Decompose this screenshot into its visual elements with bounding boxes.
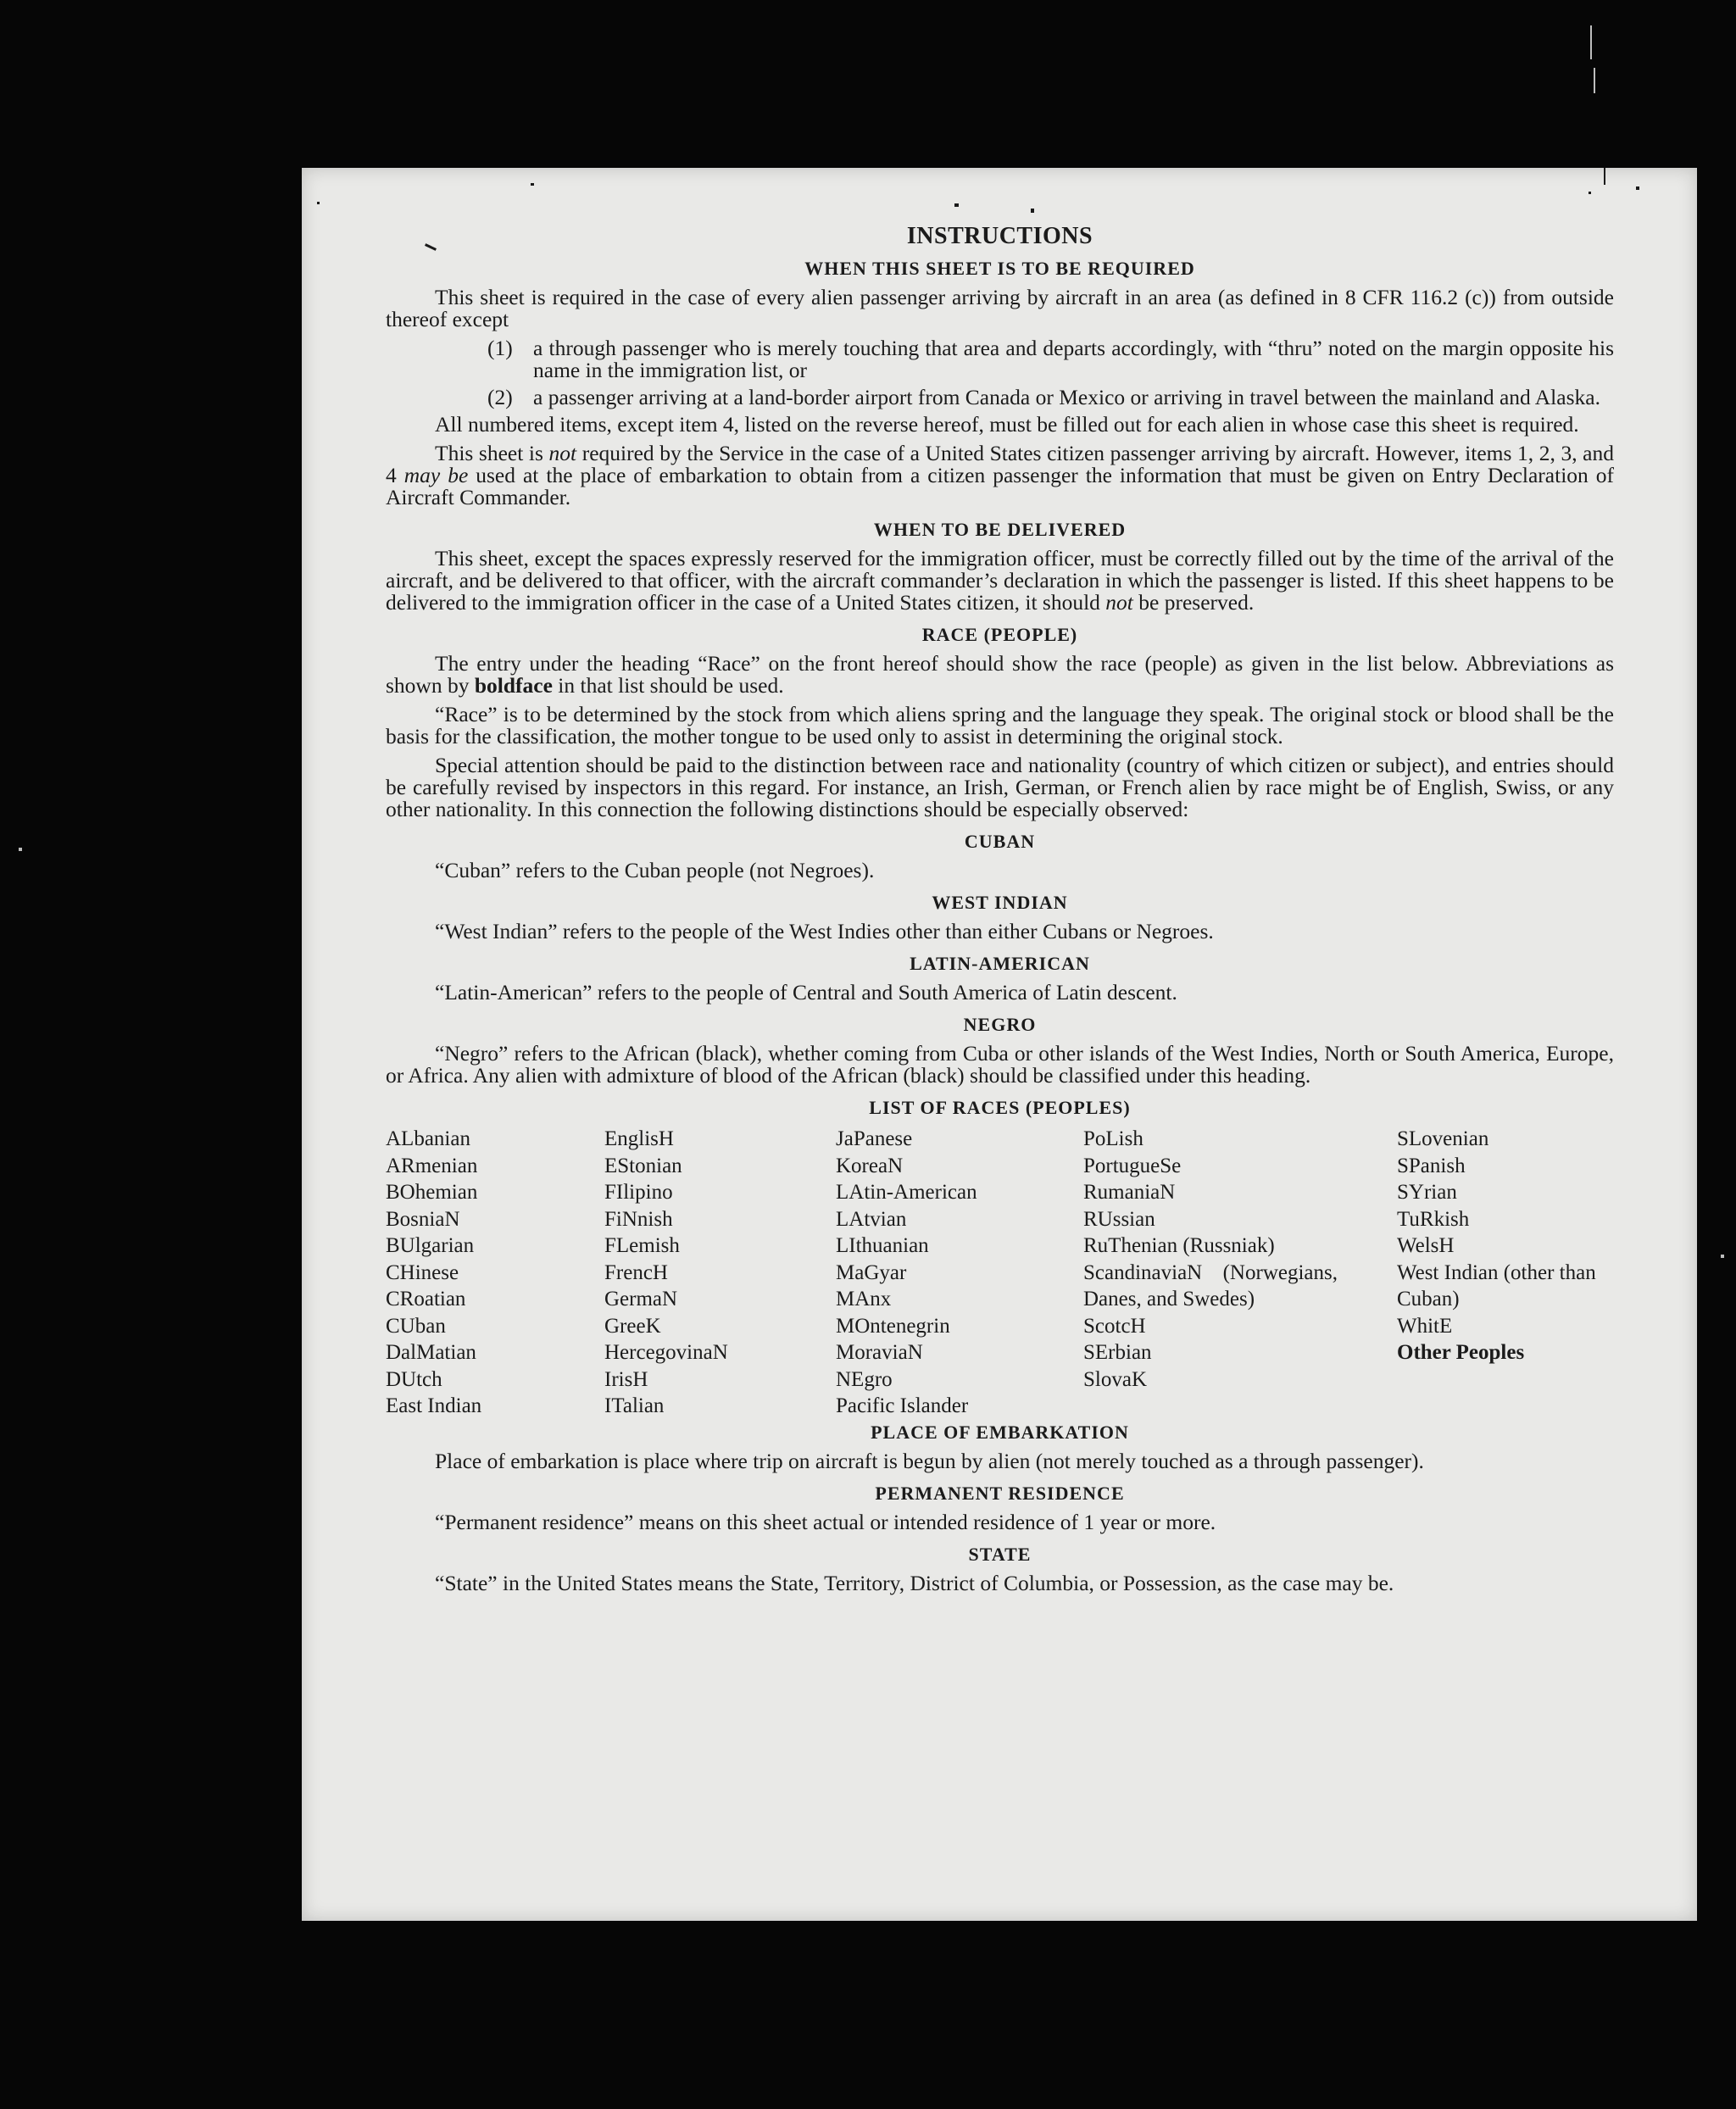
exception-text: a through passenger who is merely touching that area and departs accordingly, with “thru” noted on the margin opposite his name in the immigration list, or (533, 336, 1614, 382)
paper-speck (531, 183, 534, 186)
race-entry: FIlipino (604, 1181, 673, 1204)
text-run: The entry under the heading “Race” on the front hereof should show the race (people) as given in the list below. Abbreviations as shown by (386, 651, 1614, 698)
scan-artifact-dot (19, 848, 22, 851)
race-entry: LAtvian (836, 1207, 907, 1231)
race-entry: SPanish (1397, 1154, 1466, 1177)
italic-may-be: may be (403, 463, 469, 487)
race-entry: DUtch (386, 1367, 442, 1391)
races-column-5 (1397, 1126, 1614, 1420)
race-entry: FLemish (604, 1234, 680, 1257)
exception-item (487, 337, 1614, 381)
paper-speck (1604, 168, 1605, 185)
race-entry: ARmenian (386, 1154, 478, 1177)
heading-negro: NEGRO (963, 1014, 1037, 1035)
race-entry: SErbian (1083, 1341, 1152, 1364)
document-title: INSTRUCTIONS (906, 223, 1093, 249)
paragraph-race-entry (386, 653, 1614, 697)
race-entry: LIthuanian (836, 1234, 929, 1257)
italic-not: not (548, 441, 577, 465)
races-column-2 (604, 1126, 836, 1420)
text-run: in that list should be used. (552, 673, 784, 698)
race-entry: CHinese (386, 1260, 459, 1284)
paragraph-negro: “Negro” refers to the African (black), whether coming from Cuba or other islands of the West Indies, North or South America, Europe, or Africa. Any alien with admixture of blood of the African (black) should be classified under this heading. (386, 1041, 1614, 1088)
exception-text: a passenger arriving at a land-border airport from Canada or Mexico or arriving in travel between the mainland and Alaska. (533, 385, 1600, 409)
race-entry: BosniaN (386, 1207, 460, 1231)
paper-speck (1636, 186, 1639, 190)
paragraph-state: “State” in the United States means the State, Territory, District of Columbia, or Possession, as the case may be. (435, 1570, 1394, 1595)
race-entry: MOntenegrin (836, 1314, 950, 1338)
race-entry: CUban (386, 1314, 446, 1338)
race-entry: RumaniaN (1083, 1181, 1176, 1204)
heading-when-required: WHEN THIS SHEET IS TO BE REQUIRED (804, 258, 1195, 279)
heading-cuban: CUBAN (964, 831, 1036, 852)
race-entry: LAtin-American (836, 1181, 977, 1204)
scan-artifact-line (1590, 25, 1592, 59)
races-column-4 (1083, 1126, 1397, 1420)
race-entry: Other Peoples (1397, 1341, 1525, 1364)
race-entry: CRoatian (386, 1288, 466, 1310)
race-entry: PortugueSe (1083, 1154, 1182, 1177)
race-entry: SYrian (1397, 1181, 1457, 1204)
race-entry: EStonian (604, 1154, 682, 1177)
races-list (386, 1126, 1614, 1420)
paragraph-embarkation: Place of embarkation is place where trip on aircraft is begun by alien (not merely touched as a through passenger). (435, 1448, 1424, 1473)
paragraph-west-indian: “West Indian” refers to the people of the West Indies other than either Cubans or Negroes. (435, 919, 1214, 943)
race-entry: FiNnish (604, 1207, 673, 1231)
race-entry: BOhemian (386, 1181, 478, 1204)
race-entry: GermaN (604, 1288, 678, 1310)
paragraph-cuban: “Cuban” refers to the Cuban people (not Negroes). (435, 858, 875, 882)
paragraph-residence: “Permanent residence” means on this sheet actual or intended residence of 1 year or more. (435, 1509, 1216, 1534)
race-entry: West Indian (other than Cuban) (1397, 1260, 1596, 1310)
exception-item (487, 387, 1614, 409)
bold-boldface: boldface (474, 673, 553, 698)
races-column-1 (386, 1126, 604, 1420)
paragraph-delivered (386, 548, 1614, 614)
instructions-content (386, 225, 1614, 1601)
race-entry: ITalian (604, 1394, 665, 1417)
race-entry: KoreaN (836, 1154, 904, 1177)
paragraph-required: This sheet is required in the case of every alien passenger arriving by aircraft in an area (as defined in 8 CFR 116.2 (c)) from outside thereof except (386, 285, 1614, 331)
race-entry: SLovenian (1397, 1127, 1489, 1150)
paragraph-numbered-items: All numbered items, except item 4, listed on the reverse hereof, must be filled out for each alien in whose case this sheet is required. (435, 412, 1579, 437)
instruction-sheet (302, 168, 1697, 1921)
italic-not: not (1105, 590, 1133, 615)
race-entry: PoLish (1083, 1127, 1143, 1150)
heading-state: STATE (968, 1543, 1032, 1565)
paragraph-race-stock: “Race” is to be determined by the stock from which aliens spring and the language they speak. The original stock or blood shall be the basis for the classification, the mother tongue to be used only to assist in determining the original stock. (386, 702, 1614, 748)
text-run: required by the Service in the case of a United States citizen passenger arriving by aircraft. However, items 1, 2, 3, and 4 (386, 441, 1614, 487)
race-entry: FrencH (604, 1260, 668, 1284)
race-entry: RuThenian (Russniak) (1083, 1234, 1275, 1257)
text-run: This sheet, except the spaces expressly reserved for the immigration officer, must be correctly filled out by the time of the arrival of the aircraft, and be delivered to that officer, with the aircraft commander’s declaration in which the passenger is listed. If this sheet happens to be delivered to the immigration officer in the case of a United States citizen, it should (386, 546, 1614, 615)
race-entry: ScandinaviaN (Norwegians, Danes, and Swedes) (1083, 1260, 1338, 1310)
paragraph-race-special: Special attention should be paid to the distinction between race and nationality (country of which citizen or subject), and entries should be carefully revised by inspectors in this regard. For instance, an Irish, German, or French alien by race might be of English, Swiss, or any other nationality. In this connection the following distinctions should be especially observed: (386, 753, 1614, 821)
scan-artifact-line (1594, 68, 1595, 93)
text-run: be preserved. (1132, 590, 1255, 615)
race-entry: Pacific Islander (836, 1394, 969, 1417)
race-entry: SlovaK (1083, 1367, 1147, 1391)
paragraph-citizen (386, 442, 1614, 509)
race-entry: HercegovinaN (604, 1341, 728, 1364)
race-entry: East Indian (386, 1394, 482, 1417)
race-entry: EnglisH (604, 1127, 674, 1150)
paper-speck (317, 202, 320, 204)
heading-when-delivered: WHEN TO BE DELIVERED (873, 519, 1127, 540)
heading-race: RACE (PEOPLE) (921, 624, 1078, 645)
race-entry: JaPanese (836, 1127, 913, 1150)
race-entry: MAnx (836, 1288, 892, 1310)
race-entry: IrisH (604, 1367, 648, 1391)
race-entry: GreeK (604, 1314, 661, 1338)
heading-west-indian: WEST INDIAN (932, 892, 1068, 913)
race-entry: DalMatian (386, 1341, 476, 1364)
exception-number: (2) (487, 385, 513, 409)
heading-place-of-embarkation: PLACE OF EMBARKATION (871, 1421, 1129, 1443)
paper-speck (954, 203, 959, 207)
paper-speck (1031, 209, 1034, 213)
races-column-3 (836, 1126, 1083, 1420)
text-run: This sheet is (435, 441, 549, 465)
race-entry: TuRkish (1397, 1207, 1470, 1231)
race-entry: WelsH (1397, 1234, 1455, 1257)
race-entry: NEgro (836, 1367, 893, 1391)
paragraph-latin-american: “Latin-American” refers to the people of Central and South America of Latin descent. (435, 980, 1177, 1004)
paper-speck (1589, 192, 1591, 194)
race-entry: RUssian (1083, 1207, 1155, 1231)
race-entry: WhitE (1397, 1314, 1453, 1338)
race-entry: ScotcH (1083, 1314, 1146, 1338)
heading-list-of-races: LIST OF RACES (PEOPLES) (869, 1097, 1131, 1118)
race-entry: MaGyar (836, 1260, 907, 1284)
text-run: used at the place of embarkation to obtain from a citizen passenger the information that must be given on Entry Declaration of Aircraft Commander. (386, 463, 1614, 509)
exception-number: (1) (487, 336, 513, 360)
race-entry: ALbanian (386, 1127, 470, 1150)
heading-latin-american: LATIN-AMERICAN (910, 953, 1090, 974)
heading-permanent-residence: PERMANENT RESIDENCE (875, 1482, 1125, 1504)
race-entry: MoraviaN (836, 1341, 923, 1364)
race-entry: BUlgarian (386, 1234, 475, 1257)
scan-artifact-dot (1721, 1255, 1724, 1258)
